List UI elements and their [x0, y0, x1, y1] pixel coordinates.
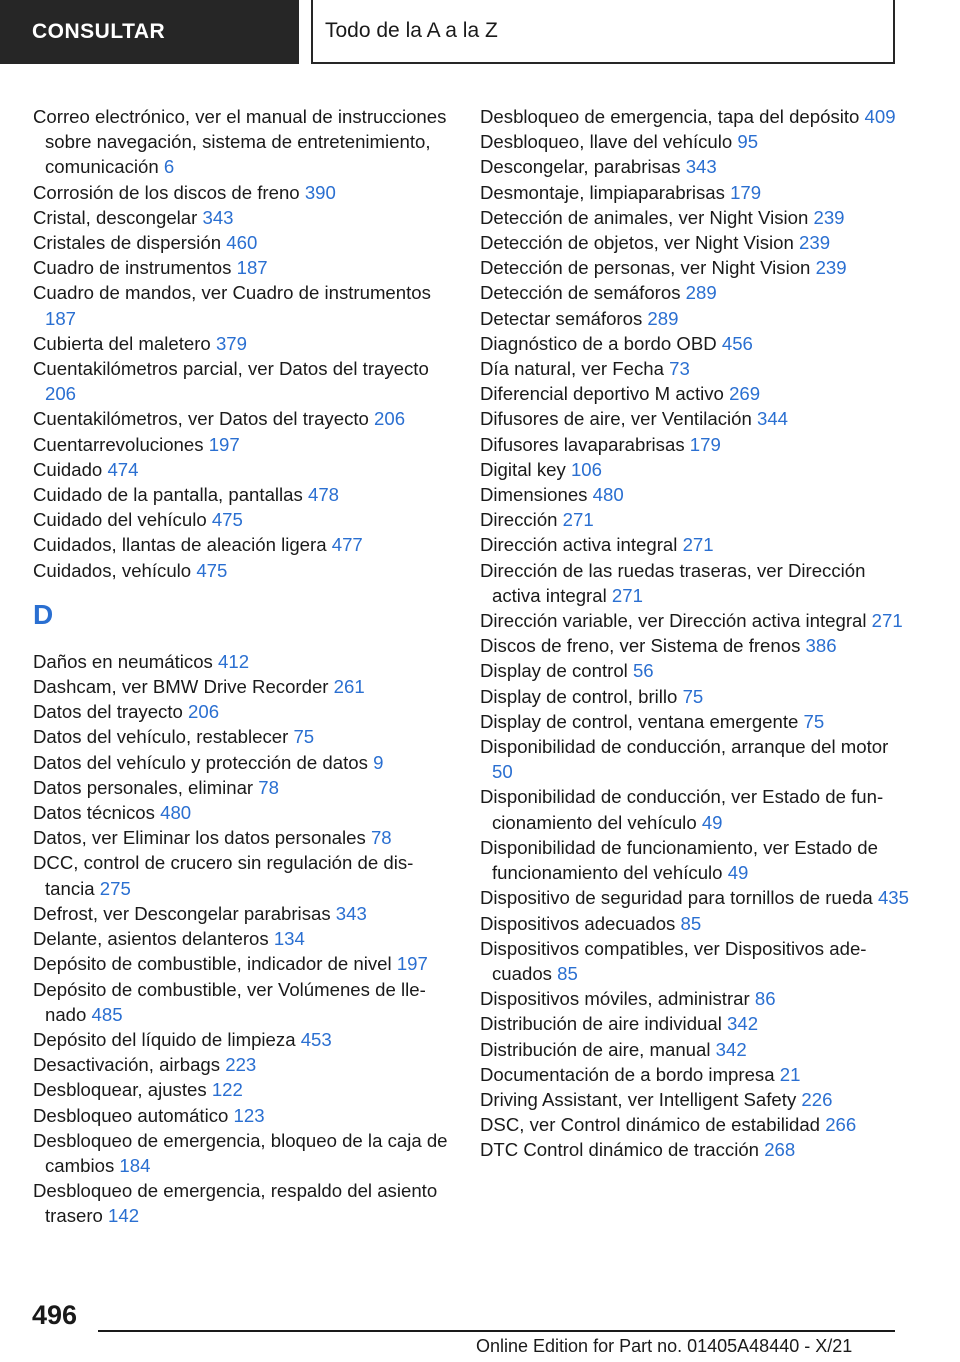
- page-link[interactable]: 269: [729, 383, 761, 405]
- index-term: Datos del vehículo, restablecer: [33, 726, 294, 748]
- index-entry: [33, 1052, 453, 1077]
- page-number: 496: [32, 1300, 78, 1330]
- index-column-left: [33, 104, 453, 1229]
- index-term: Cuidados, llantas de aleación ligera: [33, 534, 332, 556]
- index-entry: [480, 835, 910, 885]
- page-link[interactable]: 123: [233, 1104, 265, 1126]
- index-term: Dirección activa integral: [480, 534, 683, 556]
- page-link[interactable]: 453: [300, 1028, 332, 1050]
- page-link[interactable]: 75: [682, 685, 704, 707]
- index-term: Dirección variable, ver Dirección activa integral: [480, 610, 872, 632]
- page-link[interactable]: 86: [754, 988, 776, 1010]
- page-link[interactable]: 390: [304, 181, 336, 203]
- index-term: Dispositivos móviles, administrar: [480, 988, 755, 1010]
- index-entry: [480, 482, 910, 507]
- page-link[interactable]: 85: [557, 962, 578, 984]
- index-term: Disponibilidad de funcionamiento, ver Estado de funcionamiento del vehículo: [480, 836, 878, 884]
- index-entry: [33, 649, 453, 674]
- index-term: Cubierta del maletero: [33, 332, 216, 354]
- index-entry: [33, 507, 453, 532]
- index-entry: [480, 608, 910, 633]
- index-term: Desmontaje, limpiaparabrisas: [480, 181, 731, 203]
- index-entry: [480, 129, 910, 154]
- index-entry: [480, 558, 910, 608]
- section-tab: [0, 0, 299, 64]
- index-term: Detección de personas, ver Night Vision: [480, 257, 816, 279]
- index-term: Detectar semáforos: [480, 307, 648, 329]
- page-link[interactable]: 179: [730, 181, 762, 203]
- index-entry: [480, 306, 910, 331]
- index-entry: [33, 1178, 453, 1228]
- index-term: Diferencial deportivo M activo: [480, 383, 730, 405]
- index-term: Detección de semáforos: [480, 282, 686, 304]
- index-term: Distribución de aire individual: [480, 1013, 728, 1035]
- index-term: Diagnóstico de a bordo OBD: [480, 332, 722, 354]
- page-link[interactable]: 49: [727, 862, 749, 884]
- index-term: Depósito de combustible, indicador de nivel: [33, 953, 397, 975]
- page-link[interactable]: 379: [215, 332, 247, 354]
- index-entry: [480, 986, 910, 1011]
- index-entry: [480, 633, 910, 658]
- index-entry: [480, 356, 910, 381]
- page-link[interactable]: 275: [99, 877, 131, 899]
- footer-divider: [98, 1330, 895, 1332]
- page-link[interactable]: 122: [211, 1079, 243, 1101]
- header-title-box: [311, 0, 895, 64]
- index-term: Día natural, ver Fecha: [480, 358, 670, 380]
- index-entry: [33, 558, 453, 583]
- page-link[interactable]: 474: [107, 458, 139, 480]
- index-term: Datos, ver Eliminar los datos personales: [33, 827, 371, 849]
- index-term: Dispositivos adecuados: [480, 912, 681, 934]
- index-term: Cristales de dispersión: [33, 232, 227, 254]
- index-entry: [33, 356, 453, 406]
- index-entry: [33, 901, 453, 926]
- page-link[interactable]: 197: [396, 953, 428, 975]
- index-term: Desbloqueo automático: [33, 1104, 234, 1126]
- index-entry: [480, 911, 910, 936]
- index-entry: [480, 255, 910, 280]
- index-term: Detección de objetos, ver Night Vision: [480, 232, 800, 254]
- index-entry: [480, 1011, 910, 1036]
- index-group-d-continued: [480, 104, 910, 1163]
- index-entry: [480, 457, 910, 482]
- index-entry: [33, 775, 453, 800]
- page-link[interactable]: 49: [701, 811, 723, 833]
- index-term: Cuentarrevoluciones: [33, 433, 209, 455]
- index-term: Detección de animales, ver Night Vision: [480, 206, 814, 228]
- index-entry: [480, 104, 910, 129]
- index-column-right: [480, 104, 910, 1163]
- index-entry: [480, 230, 910, 255]
- index-entry: [480, 684, 910, 709]
- page-link[interactable]: 197: [208, 433, 240, 455]
- page-link[interactable]: 342: [715, 1038, 747, 1060]
- index-term: Dashcam, ver BMW Drive Recorder: [33, 676, 334, 698]
- index-entry: [480, 885, 910, 910]
- page-link[interactable]: 179: [689, 433, 721, 455]
- index-entry: [33, 532, 453, 557]
- index-entry: [33, 1103, 453, 1128]
- letter-heading: D: [33, 598, 54, 630]
- index-term: Dirección: [480, 509, 563, 531]
- page-link[interactable]: 435: [877, 887, 909, 909]
- page-link[interactable]: 206: [45, 383, 77, 405]
- index-term: Dispositivos compatibles, ver Dispositivos adecuados: [480, 937, 867, 984]
- index-entry: [33, 280, 453, 330]
- page-link[interactable]: 78: [370, 827, 392, 849]
- page-link[interactable]: 271: [611, 584, 643, 606]
- index-entry: [33, 926, 453, 951]
- index-term: Difusores de aire, ver Ventilación: [480, 408, 757, 430]
- index-entry: [480, 936, 910, 986]
- index-term: Cuidado del vehículo: [33, 509, 212, 531]
- page-title: Todo de la A a la Z: [325, 19, 498, 42]
- index-term: Cuadro de instrumentos: [33, 257, 237, 279]
- index-entry: [480, 331, 910, 356]
- index-entry: [33, 1027, 453, 1052]
- section-label: CONSULTAR: [32, 20, 166, 43]
- index-entry: [33, 230, 453, 255]
- page-link[interactable]: 485: [91, 1003, 123, 1025]
- page-link[interactable]: 480: [592, 484, 624, 506]
- page-link[interactable]: 95: [737, 131, 759, 153]
- index-entry: [33, 800, 453, 825]
- index-term: Desbloqueo de emergencia, respaldo del asiento trasero: [33, 1180, 438, 1227]
- index-term: Datos técnicos: [33, 802, 161, 824]
- index-term: Cuidado de la pantalla, pantallas: [33, 484, 308, 506]
- index-entry: [480, 180, 910, 205]
- index-term: Driving Assistant, ver Intelligent Safety: [480, 1088, 802, 1110]
- page-link[interactable]: 268: [764, 1139, 796, 1161]
- index-group-c: [33, 104, 453, 583]
- index-term: Display de control, brillo: [480, 685, 683, 707]
- index-term: Desbloqueo de emergencia, tapa del depósito: [480, 106, 865, 127]
- index-term: Daños en neumáticos: [33, 650, 219, 672]
- page-link[interactable]: 187: [45, 307, 77, 329]
- footer-edition: Online Edition for Part no. 01405A48440 - X/21: [476, 1336, 853, 1356]
- index-term: Depósito de combustible, ver Volúmenes de llenado: [33, 978, 426, 1025]
- page-link[interactable]: 206: [374, 408, 406, 430]
- page-link[interactable]: 6: [163, 156, 175, 178]
- page-link[interactable]: 271: [562, 509, 594, 531]
- index-group-d: [33, 649, 453, 1229]
- index-entry: [33, 104, 453, 180]
- index-term: Cuidados, vehículo: [33, 559, 197, 581]
- page-link[interactable]: 184: [119, 1154, 151, 1176]
- index-term: Cuentakilómetros, ver Datos del trayecto: [33, 408, 375, 430]
- index-entry: [33, 1077, 453, 1102]
- index-entry: [480, 784, 910, 834]
- index-entry: [480, 1062, 910, 1087]
- page-link[interactable]: 106: [570, 458, 602, 480]
- index-term: Defrost, ver Descongelar parabrisas: [33, 902, 336, 924]
- index-term: Distribución de aire, manual: [480, 1038, 716, 1060]
- index-term: Cuidado: [33, 458, 108, 480]
- index-entry: [480, 734, 910, 784]
- index-term: Desbloquear, ajustes: [33, 1079, 212, 1101]
- index-entry: [33, 674, 453, 699]
- index-entry: [33, 977, 453, 1027]
- page-link[interactable]: 266: [825, 1114, 857, 1136]
- index-term: DSC, ver Control dinámico de estabilidad: [480, 1114, 826, 1136]
- page-link[interactable]: 9: [373, 751, 384, 773]
- page-link[interactable]: 271: [871, 610, 903, 632]
- index-term: Digital key: [480, 458, 571, 480]
- index-term: Dirección de las ruedas traseras, ver Dirección activa integral: [480, 559, 866, 606]
- index-entry: [33, 724, 453, 749]
- page-link[interactable]: 480: [160, 802, 192, 824]
- index-entry: [480, 658, 910, 683]
- index-entry: [33, 750, 453, 775]
- index-term: Datos del vehículo y protección de datos: [33, 751, 374, 773]
- page-link[interactable]: 289: [685, 282, 717, 304]
- page-link[interactable]: 261: [333, 676, 365, 698]
- page-link[interactable]: 21: [779, 1063, 801, 1085]
- page-link[interactable]: 226: [801, 1088, 833, 1110]
- index-term: Difusores lavaparabrisas: [480, 433, 690, 455]
- index-entry: [33, 825, 453, 850]
- index-term: Datos del trayecto: [33, 701, 189, 723]
- page-link[interactable]: 239: [799, 232, 831, 254]
- index-entry: [480, 381, 910, 406]
- page-link[interactable]: 239: [813, 206, 845, 228]
- index-entry: [33, 205, 453, 230]
- index-term: Delante, asientos delanteros: [33, 928, 274, 950]
- page-link[interactable]: 477: [331, 534, 363, 556]
- index-term: Disponibilidad de conducción, arranque del motor: [480, 736, 889, 758]
- page-link[interactable]: 239: [815, 257, 847, 279]
- index-entry: [480, 154, 910, 179]
- index-term: Dimensiones: [480, 484, 593, 506]
- index-entry: [480, 1037, 910, 1062]
- index-entry: [33, 180, 453, 205]
- page-link[interactable]: 475: [196, 559, 228, 581]
- page-link[interactable]: 56: [632, 660, 654, 682]
- index-entry: [480, 432, 910, 457]
- index-entry: [33, 406, 453, 431]
- index-term: Desbloqueo de emergencia, bloqueo de la caja de cambios: [33, 1129, 448, 1176]
- page-link[interactable]: 223: [225, 1054, 257, 1076]
- index-term: Desactivación, airbags: [33, 1054, 226, 1076]
- index-entry: [480, 280, 910, 305]
- index-entry: [33, 432, 453, 457]
- index-term: Display de control, ventana emergente: [480, 710, 804, 732]
- page-link[interactable]: 343: [335, 902, 367, 924]
- index-entry: [480, 406, 910, 431]
- page-link[interactable]: 50: [492, 761, 513, 783]
- page-link[interactable]: 343: [685, 156, 717, 178]
- index-entry: [33, 1128, 453, 1178]
- page-link[interactable]: 187: [236, 257, 268, 279]
- index-entry: [480, 709, 910, 734]
- page-link[interactable]: 75: [293, 726, 315, 748]
- index-term: Display de control: [480, 660, 633, 682]
- page-link[interactable]: 386: [805, 635, 837, 657]
- index-term: DTC Control dinámico de tracción: [480, 1139, 765, 1161]
- index-entry: [480, 507, 910, 532]
- page-link[interactable]: 456: [721, 332, 753, 354]
- page-link[interactable]: 475: [211, 509, 243, 531]
- page-link[interactable]: 134: [273, 928, 305, 950]
- page-link[interactable]: 78: [258, 776, 279, 798]
- page-link[interactable]: 460: [226, 232, 258, 254]
- page-link[interactable]: 409: [864, 106, 896, 127]
- index-term: Cuadro de mandos, ver Cuadro de instrumentos: [33, 282, 431, 304]
- index-term: Dispositivo de seguridad para tornillos de rueda: [480, 887, 878, 909]
- index-entry: [33, 457, 453, 482]
- index-term: Discos de freno, ver Sistema de frenos: [480, 635, 806, 657]
- page-link[interactable]: 412: [218, 650, 250, 672]
- index-entry: [480, 1112, 910, 1137]
- index-entry: [33, 850, 453, 900]
- index-term: Descongelar, parabrisas: [480, 156, 686, 178]
- index-term: Documentación de a bordo impresa: [480, 1063, 780, 1085]
- index-term: Cuentakilómetros parcial, ver Datos del trayecto: [33, 358, 429, 380]
- page-link[interactable]: 85: [680, 912, 702, 934]
- page-link[interactable]: 75: [803, 710, 825, 732]
- index-entry: [480, 1087, 910, 1112]
- index-term: Datos personales, eliminar: [33, 776, 259, 798]
- index-term: Corrosión de los discos de freno: [33, 181, 305, 203]
- page-link[interactable]: 344: [756, 408, 789, 430]
- page-link[interactable]: 73: [669, 358, 690, 380]
- index-term: Depósito del líquido de limpieza: [33, 1028, 301, 1050]
- index-term: Disponibilidad de conducción, ver Estado de funcionamiento del vehículo: [480, 786, 884, 833]
- index-entry: [33, 699, 453, 724]
- page-link[interactable]: 142: [108, 1205, 140, 1227]
- page-link[interactable]: 271: [682, 534, 714, 556]
- index-term: DCC, control de crucero sin regulación de distancia: [33, 852, 414, 899]
- index-entry: [480, 532, 910, 557]
- page-link[interactable]: 478: [307, 484, 340, 506]
- index-entry: [480, 205, 910, 230]
- page-link[interactable]: 289: [647, 307, 679, 329]
- index-entry: [33, 331, 453, 356]
- index-entry: [33, 951, 453, 976]
- page-link[interactable]: 206: [188, 701, 220, 723]
- index-entry: [33, 255, 453, 280]
- page-link[interactable]: 342: [727, 1013, 759, 1035]
- index-term: Correo electrónico, ver el manual de instrucciones sobre navegación, sistema de entretenimiento, comunicación: [33, 106, 447, 178]
- page-link[interactable]: 343: [202, 206, 234, 228]
- index-entry: [33, 482, 453, 507]
- index-term: Desbloqueo, llave del vehículo: [480, 131, 738, 153]
- index-entry: [480, 1137, 910, 1162]
- index-term: Cristal, descongelar: [33, 206, 203, 228]
